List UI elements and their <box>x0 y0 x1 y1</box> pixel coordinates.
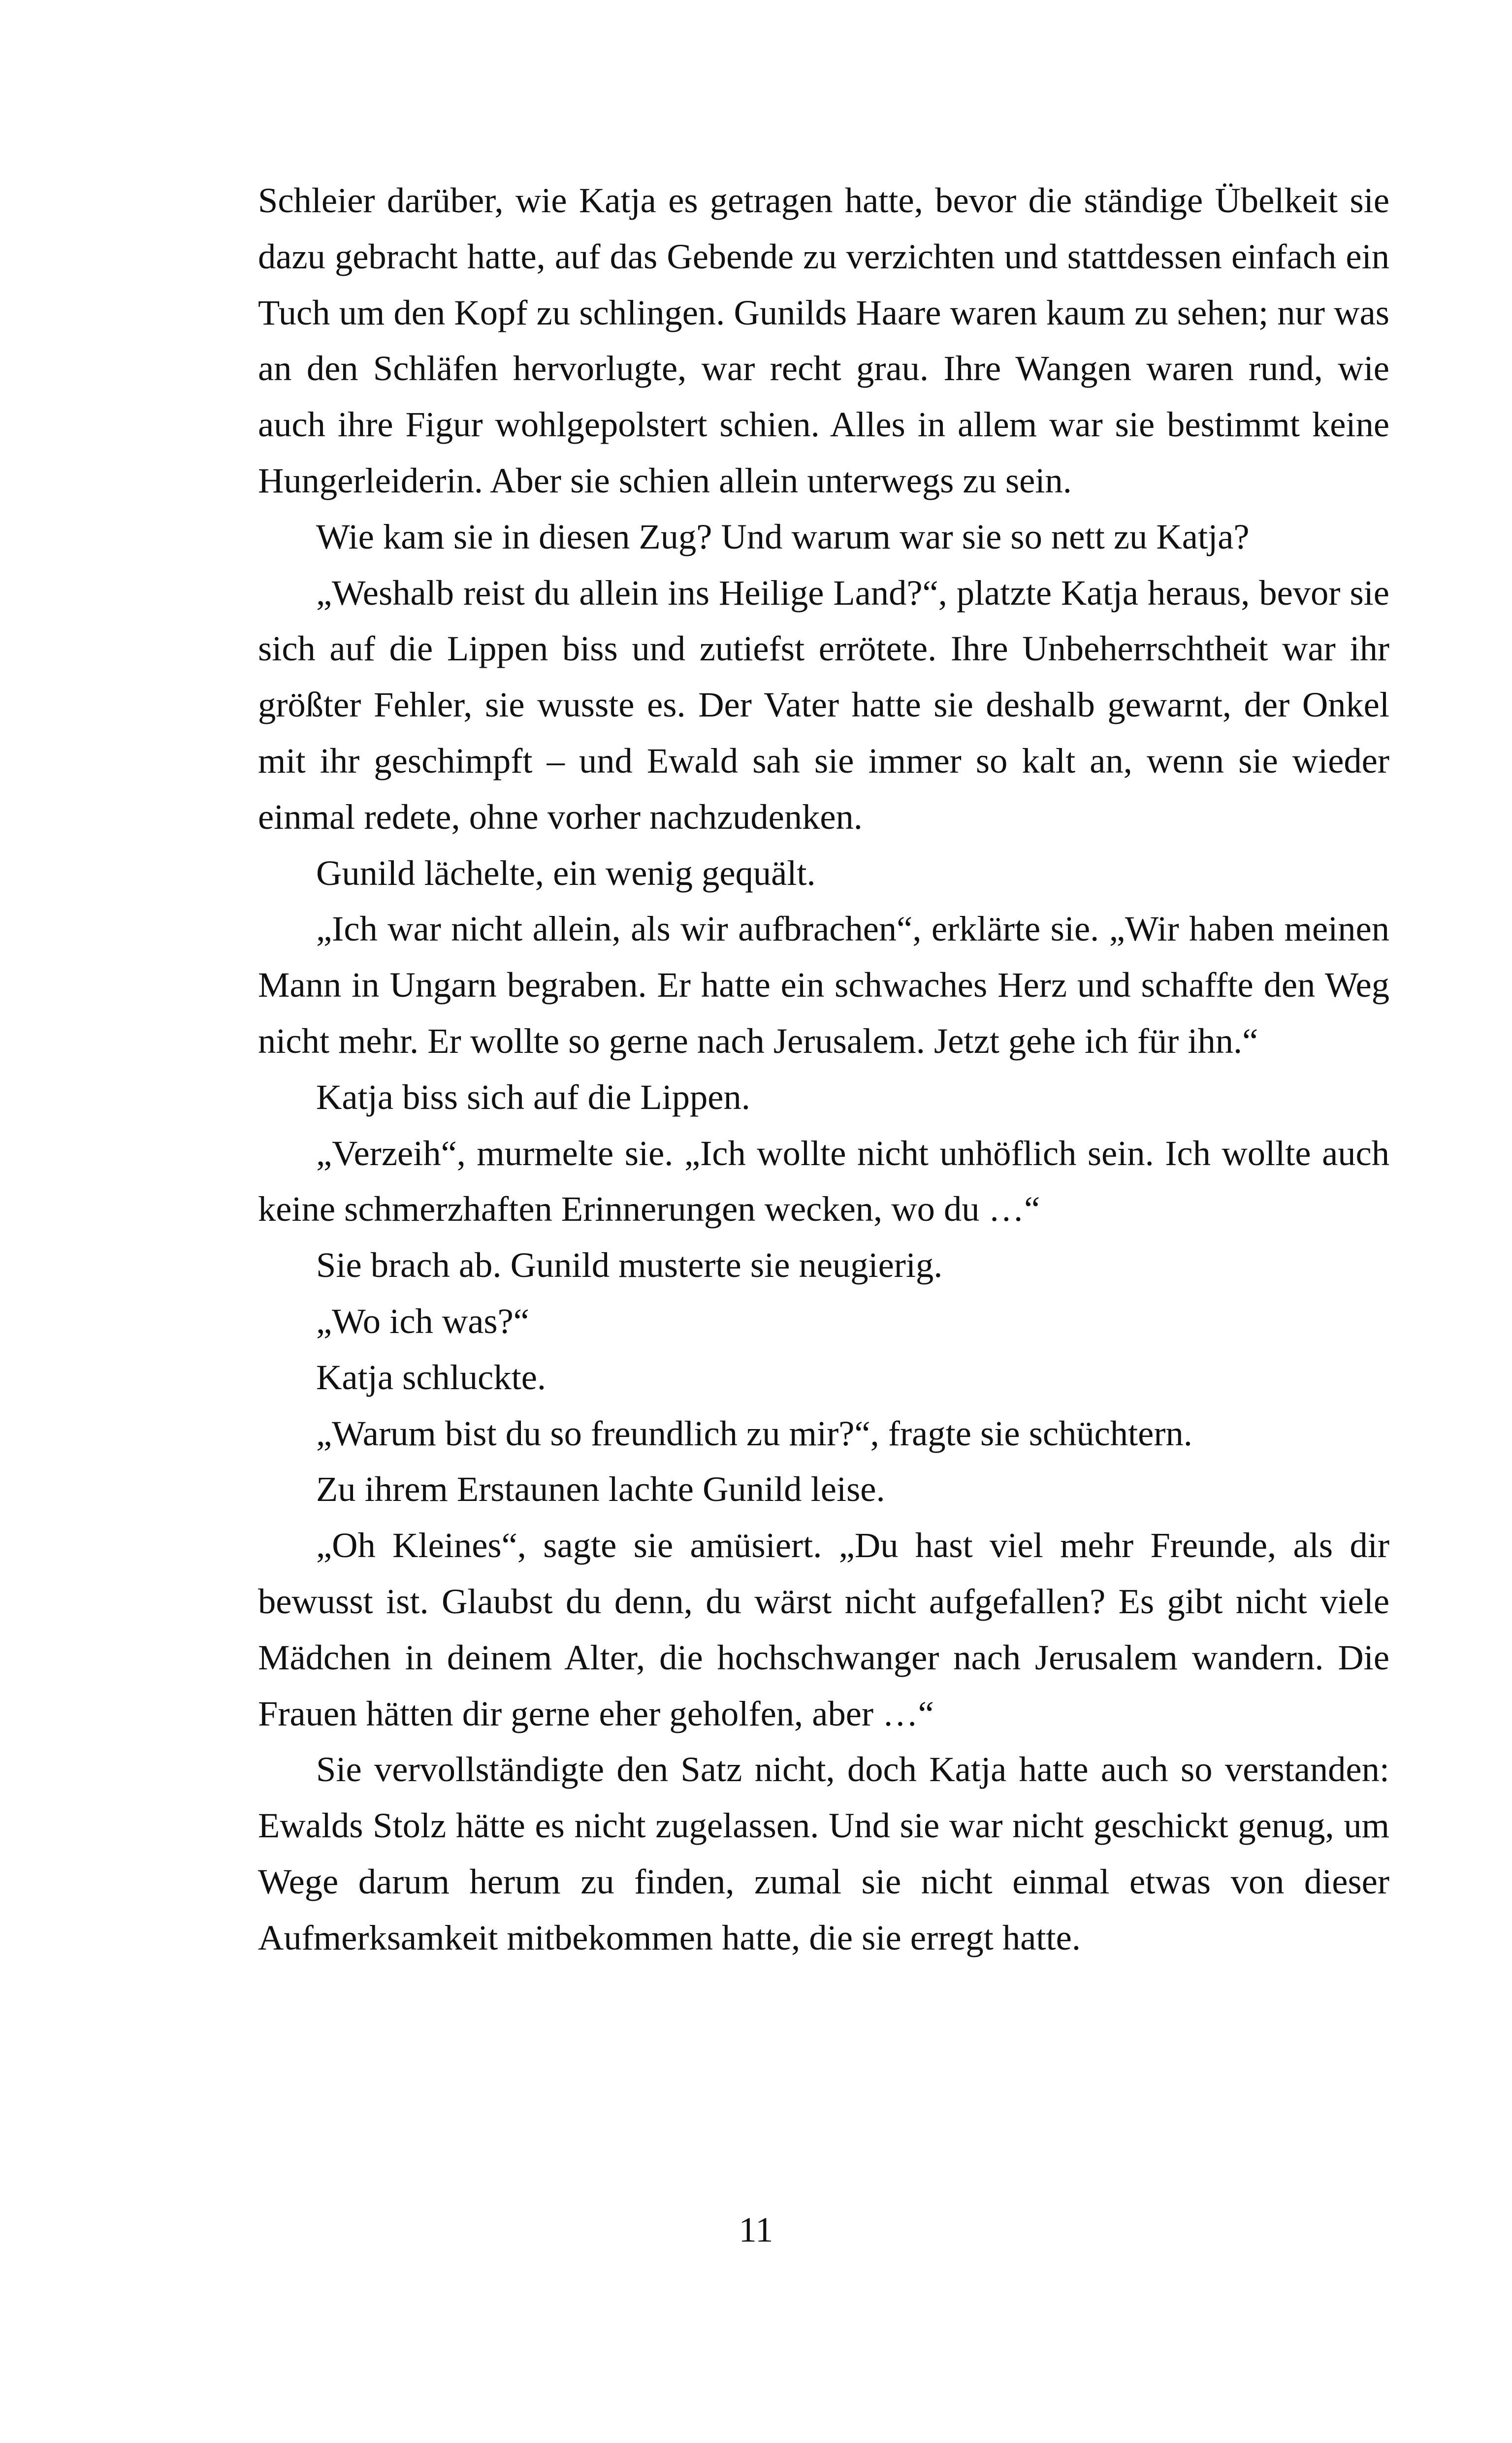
paragraph: Sie brach ab. Gunild musterte sie neugierig. <box>316 1245 943 1285</box>
paragraph: Sie vervollständigte den Satz nicht, doch Katja hatte auch so verstanden: Ewalds Stolz hätte es nicht zugelassen. Und sie war nicht geschickt genug, um Wege darum herum zu finden, zumal sie nicht einmal etwas von dieser Aufmerksamkeit mitbekommen hatte, die sie erregt hatte. <box>258 1749 1389 1957</box>
paragraph: Gunild lächelte, ein wenig gequält. <box>316 852 816 893</box>
paragraph: Wie kam sie in diesen Zug? Und warum war sie so nett zu Katja? <box>316 516 1250 556</box>
paragraph: Schleier darüber, wie Katja es getragen hatte, bevor die ständige Übelkeit sie dazu gebracht hatte, auf das Gebende zu verzichten und stattdessen einfach ein Tuch um den Kopf zu schlingen. Gunilds Haare waren kaum zu sehen; nur was an den Schläfen hervorlugte, war recht grau. Ihre Wangen waren rund, wie auch ihre Figur wohlgepolstert schien. Alles in allem war sie bestimmt keine Hungerleiderin. Aber sie schien allein unterwegs zu sein. <box>258 180 1389 500</box>
body-text <box>258 172 1389 1966</box>
paragraph: „Wo ich was?“ <box>316 1301 529 1341</box>
paragraph: Katja biss sich auf die Lippen. <box>316 1076 750 1117</box>
page-number: 11 <box>739 2210 773 2249</box>
paragraph: Zu ihrem Erstaunen lachte Gunild leise. <box>316 1469 885 1509</box>
paragraph: „Verzeih“, murmelte sie. „Ich wollte nicht unhöflich sein. Ich wollte auch keine schmerzhaften Erinnerungen wecken, wo du …“ <box>258 1133 1389 1229</box>
paragraph: „Warum bist du so freundlich zu mir?“, fragte sie schüchtern. <box>316 1413 1192 1453</box>
paragraph: „Weshalb reist du allein ins Heilige Land?“, platzte Katja heraus, bevor sie sich auf die Lippen biss und zutiefst errötete. Ihre Unbeherrschtheit war ihr größter Fehler, sie wusste es. Der Vater hatte sie deshalb gewarnt, der Onkel mit ihr geschimpft – und Ewald sah sie immer so kalt an, wenn sie wieder einmal redete, ohne vorher nachzudenken. <box>258 572 1389 837</box>
paragraph: „Oh Kleines“, sagte sie amüsiert. „Du hast viel mehr Freunde, als dir bewusst ist. Glaubst du denn, du wärst nicht aufgefallen? Es gibt nicht viele Mädchen in deinem Alter, die hochschwanger nach Jerusalem wandern. Die Frauen hätten dir gerne eher geholfen, aber …“ <box>258 1525 1389 1733</box>
paragraph: Katja schluckte. <box>316 1357 547 1397</box>
paragraph: „Ich war nicht allein, als wir aufbrachen“, erklärte sie. „Wir haben meinen Mann in Ungarn begraben. Er hatte ein schwaches Herz und schaffte den Weg nicht mehr. Er wollte so gerne nach Jerusalem. Jetzt gehe ich für ihn.“ <box>258 909 1389 1061</box>
